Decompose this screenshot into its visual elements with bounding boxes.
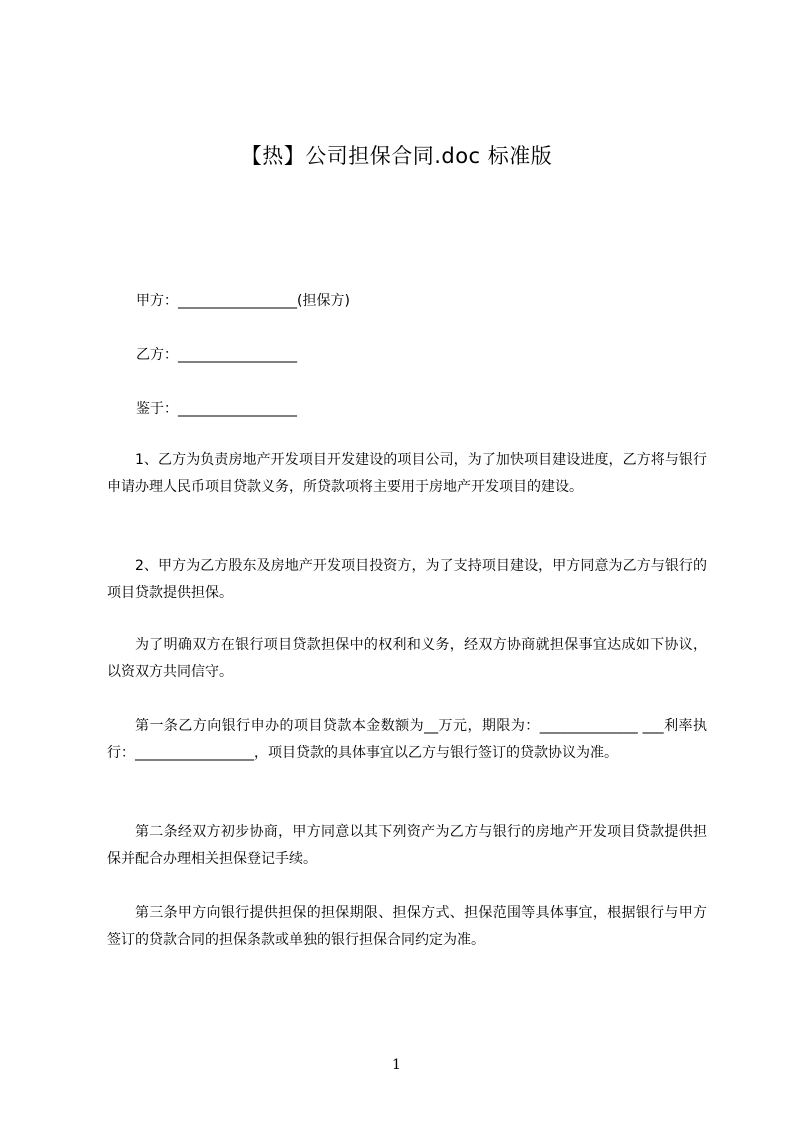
article-3-paragraph: 第三条甲方向银行提供担保的担保期限、担保方式、担保范围等具体事宜，根据银行与甲方签订的贷款合同的担保条款或单独的银行担保合同约定为准。 bbox=[107, 905, 707, 948]
agreement-purpose-paragraph: 为了明确双方在银行项目贷款担保中的权利和义务，经双方协商就担保事宜达成如下协议，以资双方共同信守。 bbox=[107, 637, 707, 680]
party-a-line: 甲方：_________________(担保方) bbox=[136, 293, 350, 309]
article-1-paragraph: 第一条乙方向银行申办的项目贷款本金数额为__万元，期限为：______________ ___利率执行：_________________，项目贷款的具体事宜以乙方与银行签订的贷款协议为准。 bbox=[107, 718, 707, 761]
whereas-clause-2: 2、甲方为乙方股东及房地产开发项目投资方，为了支持项目建设，甲方同意为乙方与银行的项目贷款提供担保。 bbox=[107, 558, 707, 601]
page-number: 1 bbox=[392, 1057, 401, 1073]
article-2-paragraph: 第二条经双方初步协商，甲方同意以其下列资产为乙方与银行的房地产开发项目贷款提供担保并配合办理相关担保登记手续。 bbox=[107, 824, 707, 867]
whereas-clause-1: 1、乙方为负责房地产开发项目开发建设的项目公司，为了加快项目建设进度，乙方将与银行申请办理人民币项目贷款义务，所贷款项将主要用于房地产开发项目的建设。 bbox=[107, 452, 707, 495]
document-title: 【热】公司担保合同.doc 标准版 bbox=[240, 144, 553, 168]
party-b-line: 乙方：_________________ bbox=[136, 347, 297, 363]
whereas-line: 鉴于：_________________ bbox=[136, 401, 297, 417]
